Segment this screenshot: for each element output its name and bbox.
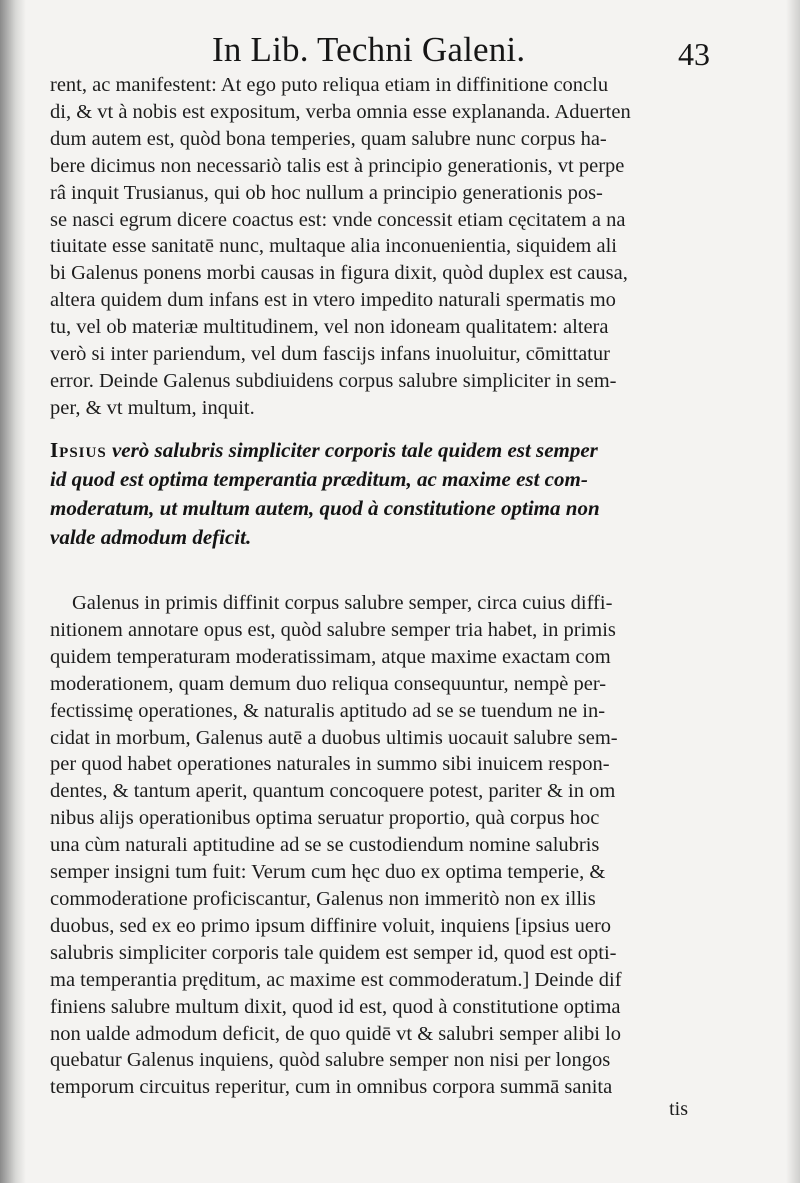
catchword: tis — [669, 1098, 688, 1120]
text-line: commoderatione proficiscantur, Galenus non immeritò non ex illis — [50, 887, 596, 910]
quote-line: valde admodum deficit. — [50, 525, 252, 549]
text-line: cidat in morbum, Galenus autē a duobus ultimis uocauit salubre sem- — [50, 726, 618, 749]
quote-line — [50, 436, 686, 465]
text-line: duobus, sed ex eo primo ipsum diffinire voluit, inquiens [ipsius uero — [50, 914, 612, 937]
running-head: In Lib. Techni Galeni. — [212, 30, 526, 69]
text-line: rent, ac manifestent: At ego puto reliqua etiam in diffinitione conclu — [50, 74, 609, 96]
quote-lead-word: Ipsius — [50, 438, 107, 462]
text-line: nibus alijs operationibus optima seruatur proportio, quà corpus hoc — [50, 807, 600, 830]
text-line: quidem temperaturam moderatissimam, atque maxime exactam com — [50, 645, 611, 668]
text-line: verò si inter pariendum, vel dum fascijs infans inuoluitur, cōmittatur — [50, 343, 610, 366]
text-line: dum autem est, quòd bona temperies, quam salubre nunc corpus ha- — [50, 127, 607, 150]
text-line: per, & vt multum, inquit. — [50, 396, 255, 419]
text-line: una cùm naturali aptitudine ad se se custodiendum nomine salubris — [50, 834, 600, 857]
text-line: quebatur Galenus inquiens, quòd salubre semper non nisi per longos — [50, 1049, 611, 1072]
text-line: nitionem annotare opus est, quòd salubre semper tria habet, in primis — [50, 618, 616, 641]
paragraph-commentary — [50, 590, 686, 1101]
text-line: bere dicimus non necessariò talis est à principio generationis, vt perpe — [50, 154, 625, 177]
quote-line-text: verò salubris simpliciter corporis tale quidem est semper — [106, 438, 598, 462]
text-line: tu, vel ob materiæ multitudinem, vel non idoneam qualitatem: altera — [50, 316, 609, 339]
text-line: fectissimę operationes, & naturalis aptitudo ad se se tuendum ne in- — [50, 699, 606, 722]
text-line: moderationem, quam demum duo reliqua consequuntur, nempè per- — [50, 672, 607, 695]
text-line: ma temperantia pręditum, ac maxime est commoderatum.] Deinde dif — [50, 968, 622, 991]
text-line: salubris simpliciter corporis tale quidem est semper id, quod est opti- — [50, 941, 617, 964]
page-number: 43 — [678, 36, 710, 72]
galen-quotation — [50, 436, 686, 552]
text-line: râ inquit Trusianus, qui ob hoc nullum a principio generationis pos- — [50, 181, 603, 204]
text-line: temporum circuitus reperitur, cum in omnibus corpora summā sanita — [50, 1076, 613, 1099]
text-line: semper insigni tum fuit: Verum cum hęc duo ex optima temperie, & — [50, 861, 606, 884]
text-line: finiens salubre multum dixit, quod id est, quod à constitutione optima — [50, 995, 621, 1018]
text-line: bi Galenus ponens morbi causas in figura dixit, quòd duplex est causa, — [50, 262, 628, 285]
text-line: se nasci egrum dicere coactus est: vnde concessit etiam cęcitatem a na — [50, 208, 626, 231]
text-line: error. Deinde Galenus subdiuidens corpus salubre simpliciter in sem- — [50, 369, 617, 392]
text-line: non ualde admodum deficit, de quo quidē vt & salubri semper alibi lo — [50, 1022, 622, 1045]
quote-line: moderatum, ut multum autem, quod à constitutione optima non — [50, 496, 600, 520]
text-line: tiuitate esse sanitatē nunc, multaque alia inconuenientia, siquidem ali — [50, 235, 617, 258]
quote-line: id quod est optima temperantia præditum, ac maxime est com- — [50, 467, 588, 491]
text-line: di, & vt à nobis est expositum, verba omnia esse explananda. Aduerten — [50, 100, 631, 123]
text-line: dentes, & tantum aperit, quantum concoquere potest, pariter & in om — [50, 780, 616, 803]
paragraph-1 — [50, 72, 686, 422]
text-line: altera quidem dum infans est in vtero impedito naturali spermatis mo — [50, 289, 616, 312]
text-line: Galenus in primis diffinit corpus salubre semper, circa cuius diffi- — [72, 592, 613, 614]
text-line: per quod habet operationes naturales in summo sibi inuicem respon- — [50, 753, 610, 776]
